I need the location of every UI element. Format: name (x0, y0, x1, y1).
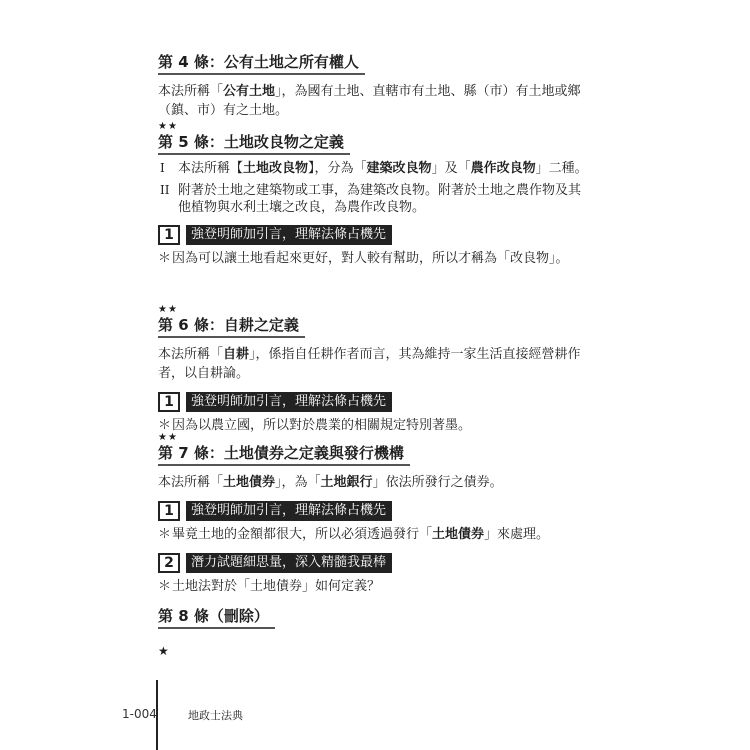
article-4-heading: 第 4 條：公有土地之所有權人 (158, 52, 365, 75)
page-number: 1-004 (122, 707, 157, 721)
tip-note: ＊ 因為以農立國，所以對於農業的相關規定特別著墨。 (158, 418, 472, 433)
tip-banner (158, 225, 588, 245)
article-8-heading: 第 8 條（刪除） (158, 606, 275, 629)
tip-number: 1 (158, 501, 180, 521)
article-5 (158, 122, 588, 268)
article-6 (158, 305, 588, 435)
article-4-text: 本法所稱「公有土地」，為國有土地、直轄市有土地、縣（市）有土地或鄉（鎮、市）有之土地。 (158, 84, 581, 118)
importance-stars: ★★ (158, 432, 178, 443)
tip-label: 潛力試題細思量，深入精髓我最棒 (186, 553, 392, 573)
tip-banner (158, 501, 588, 521)
article-8 (158, 606, 588, 629)
star-icon: ★ (158, 644, 169, 658)
tip-label: 強登明師加引言，理解法條占機先 (186, 501, 392, 521)
practice-note: ＊ 土地法對於「土地債券」如何定義？ (158, 579, 381, 594)
tip-banner (158, 392, 588, 412)
tip-label: 強登明師加引言，理解法條占機先 (186, 392, 392, 412)
tip-note: ＊ 畢竟土地的金額都很大，所以必須透過發行「土地債券」來處理。 (158, 527, 550, 542)
practice-banner (158, 553, 588, 573)
asterisk-icon: ＊ (158, 579, 172, 594)
article-6-heading: 第 6 條：自耕之定義 (158, 315, 305, 338)
importance-stars: ★★ (158, 121, 178, 132)
tip-label: 強登明師加引言，理解法條占機先 (186, 225, 392, 245)
article-7 (158, 433, 588, 596)
clause-mark: II (160, 183, 170, 197)
article-4 (158, 52, 588, 120)
asterisk-icon: ＊ (158, 251, 172, 266)
article-5-heading: 第 5 條：土地改良物之定義 (158, 132, 350, 155)
article-5-clause-2: II 附著於土地之建築物或工事，為建築改良物。附著於土地之農作物及其他植物與水利土壤之改良，為農作改良物。 (160, 183, 582, 215)
asterisk-icon: ＊ (158, 418, 172, 433)
clause-mark: I (160, 161, 165, 175)
tip-number: 1 (158, 225, 180, 245)
asterisk-icon: ＊ (158, 527, 172, 542)
article-7-heading: 第 7 條：土地債券之定義與發行機構 (158, 443, 410, 466)
article-7-text: 本法所稱「土地債券」，為「土地銀行」依法所發行之債券。 (158, 475, 503, 490)
book-title: 地政士法典 (188, 709, 243, 722)
tip-note: ＊ 因為可以讓土地看起來更好，對人較有幫助，所以才稱為「改良物」。 (158, 251, 569, 266)
tip-number: 1 (158, 392, 180, 412)
article-6-text: 本法所稱「自耕」，係指自任耕作者而言，其為維持一家生活直接經營耕作者，以自耕論。 (158, 347, 581, 381)
tip-number: 2 (158, 553, 180, 573)
importance-stars: ★★ (158, 304, 178, 315)
article-5-clause-1: I 本法所稱【土地改良物】，分為「建築改良物」及「農作改良物」二種。 (160, 161, 588, 176)
